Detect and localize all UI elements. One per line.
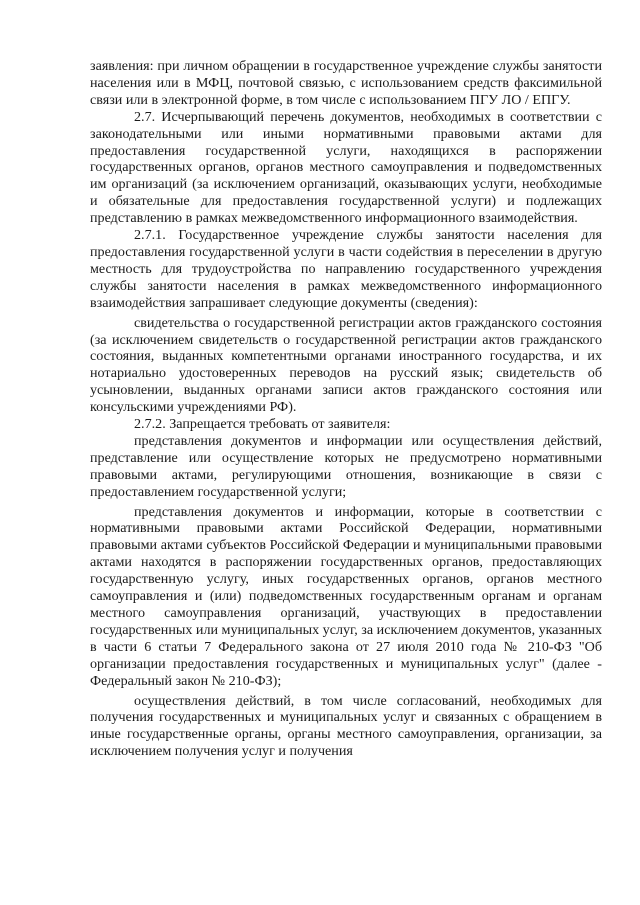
paragraph-application-methods: заявления: при личном обращении в государственное учреждение службы занятости населения или в МФЦ, почтовой связью, с использованием средств факсимильной связи или в электронной форме, в том числе с использованием ПГУ ЛО / ЕПГУ.: [90, 58, 602, 108]
paragraph-certificates: свидетельства о государственной регистрации актов гражданского состояния (за исключением свидетельств о государственной регистрации актов гражданского состояния, выданных компетентными органами иностранного государства, и их нотариально удостоверенных переводов на русский язык; свидетельств об усыновлении, выданных органами записи актов гражданского состояния или консульскими учреждениями РФ).: [90, 314, 602, 416]
list-item-actions-approvals: осуществления действий, в том числе согласований, необходимых для получения государственных и муниципальных услуг и связанных с обращением в иные государственные органы, органы местного самоуправления, организации, за исключением получения услуг и получения: [90, 692, 602, 760]
list-item-documents-in-possession: представления документов и информации, которые в соответствии с нормативными правовыми актами Российской Федерации, нормативными правовыми актами субъектов Российской Федерации и муниципальными правовыми актами находятся в распоряжении государственных органов, предоставляющих государственную услугу, иных государственных органов, органов местного самоуправления и (или) подведомственных государственным органам и органам местного самоуправления организаций, участвующих в предоставлении государственных или муниципальных услуг, за исключением документов, указанных в части 6 статьи 7 Федерального закона от 27 июля 2010 года № 210-ФЗ "Об организации предоставления государственных и муниципальных услуг" (далее - Федеральный закон № 210-ФЗ);: [90, 503, 602, 689]
document-page: [90, 58, 602, 760]
paragraph-2-7: 2.7. Исчерпывающий перечень документов, необходимых в соответствии с законодательными или иными нормативными правовыми актами для предоставления государственной услуги, находящихся в распоряжении государственных органов, органов местного самоуправления и подведомственных им организаций (за исключением организаций, оказывающих услуги, необходимые и обязательные для предоставления государственной услуги) и подлежащих представлению в рамках межведомственного информационного взаимодействия.: [90, 108, 602, 227]
paragraph-2-7-1: 2.7.1. Государственное учреждение службы занятости населения для предоставления государственной услуги в части содействия в переселении в другую местность для трудоустройства по направлению государственного учреждения службы занятости населения в рамках межведомственного информационного взаимодействия запрашивает следующие документы (сведения):: [90, 227, 602, 311]
list-item-documents-not-required: представления документов и информации или осуществления действий, представление или осуществление которых не предусмотрено нормативными правовыми актами, регулирующими отношения, возникающие в связи с предоставлением государственной услуги;: [90, 432, 602, 500]
paragraph-2-7-2: 2.7.2. Запрещается требовать от заявителя:: [134, 416, 391, 433]
